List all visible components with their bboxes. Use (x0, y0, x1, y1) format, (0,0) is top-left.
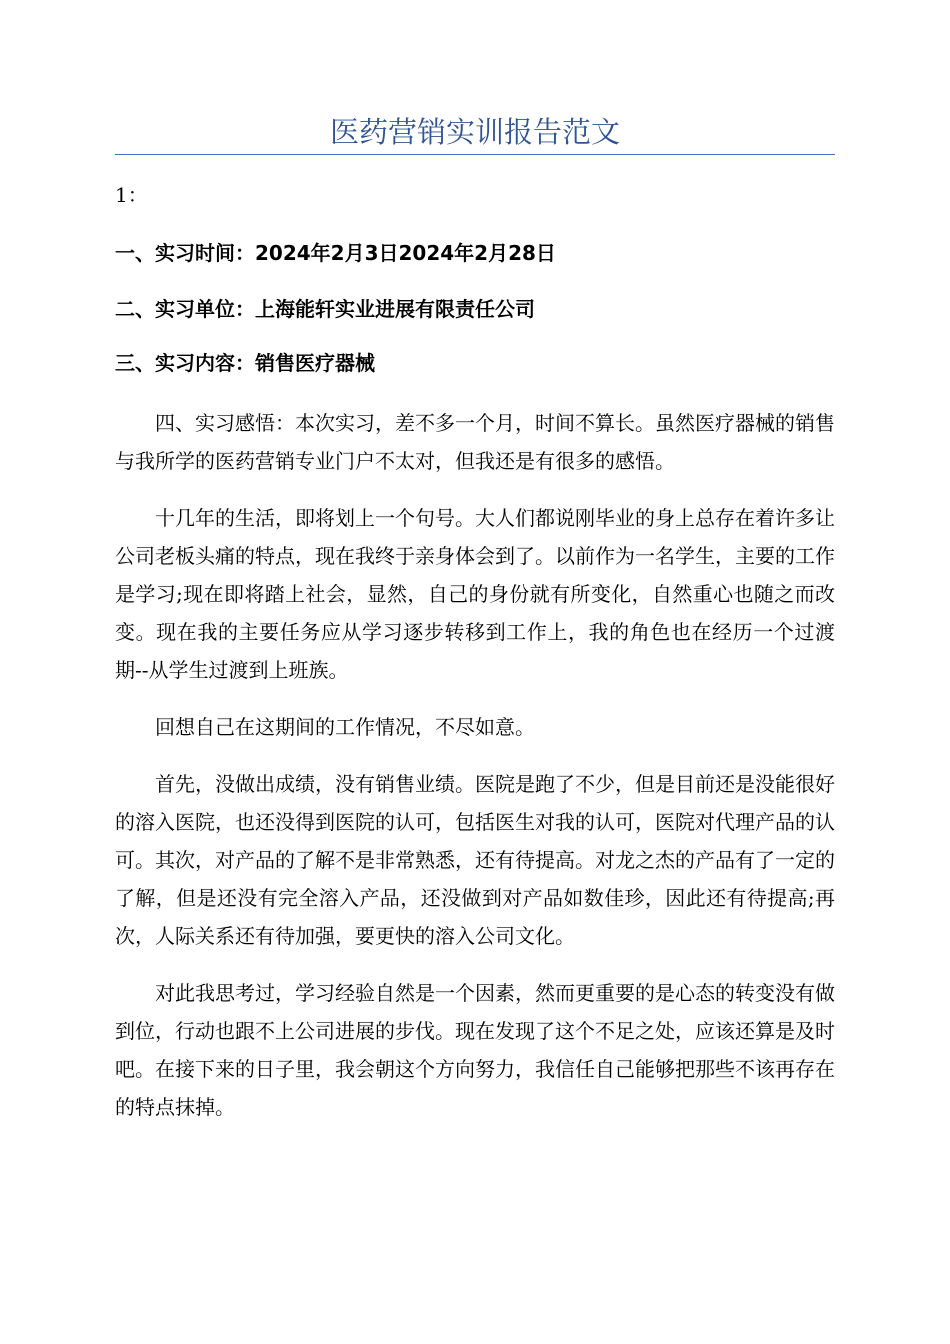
heading-internship-unit: 二、实习单位：上海能轩实业进展有限责任公司 (115, 297, 535, 321)
paragraph-life-transition: 十几年的生活，即将划上一个句号。大人们都说刚毕业的身上总存在着许多让公司老板头痛的特点，现在我终于亲身体会到了。以前作为一名学生，主要的工作是学习;现在即将踏上社会，显然，自己的身份就有所变化，自然重心也随之而改变。现在我的主要任务应从学习逐步转移到工作上，我的角色也在经历一个过渡期--从学生过渡到上班族。 (115, 506, 835, 682)
document-body (115, 176, 835, 1145)
paragraph-shortcomings: 首先，没做出成绩，没有销售业绩。医院是跑了不少，但是目前还是没能很好的溶入医院，也还没得到医院的认可，包括医生对我的认可，医院对代理产品的认可。其次，对产品的了解不是非常熟悉，还有待提高。对龙之杰的产品有了一定的了解，但是还没有完全溶入产品，还没做到对产品如数佳珍，因此还有待提高;再次，人际关系还有待加强，要更快的溶入公司文化。 (115, 772, 835, 948)
document-title: 医药营销实训报告范文 (329, 115, 620, 149)
paragraph-recall: 回想自己在这期间的工作情况，不尽如意。 (155, 715, 535, 739)
paragraph-reflection: 四、实习感悟：本次实习，差不多一个月，时间不算长。虽然医疗器械的销售与我所学的医药营销专业门户不太对，但我还是有很多的感悟。 (115, 411, 835, 473)
section-number: 1： (115, 183, 148, 207)
heading-internship-time: 一、实习时间：2024年2月3日2024年2月28日 (115, 241, 556, 265)
heading-internship-content: 三、实习内容：销售医疗器械 (115, 351, 375, 375)
paragraph-conclusion: 对此我思考过，学习经验自然是一个因素，然而更重要的是心态的转变没有做到位，行动也跟不上公司进展的步伐。现在发现了这个不足之处，应该还算是及时吧。在接下来的日子里，我会朝这个方向努力，我信任自己能够把那些不该再存在的特点抹掉。 (115, 981, 835, 1119)
title-underline (115, 154, 835, 155)
